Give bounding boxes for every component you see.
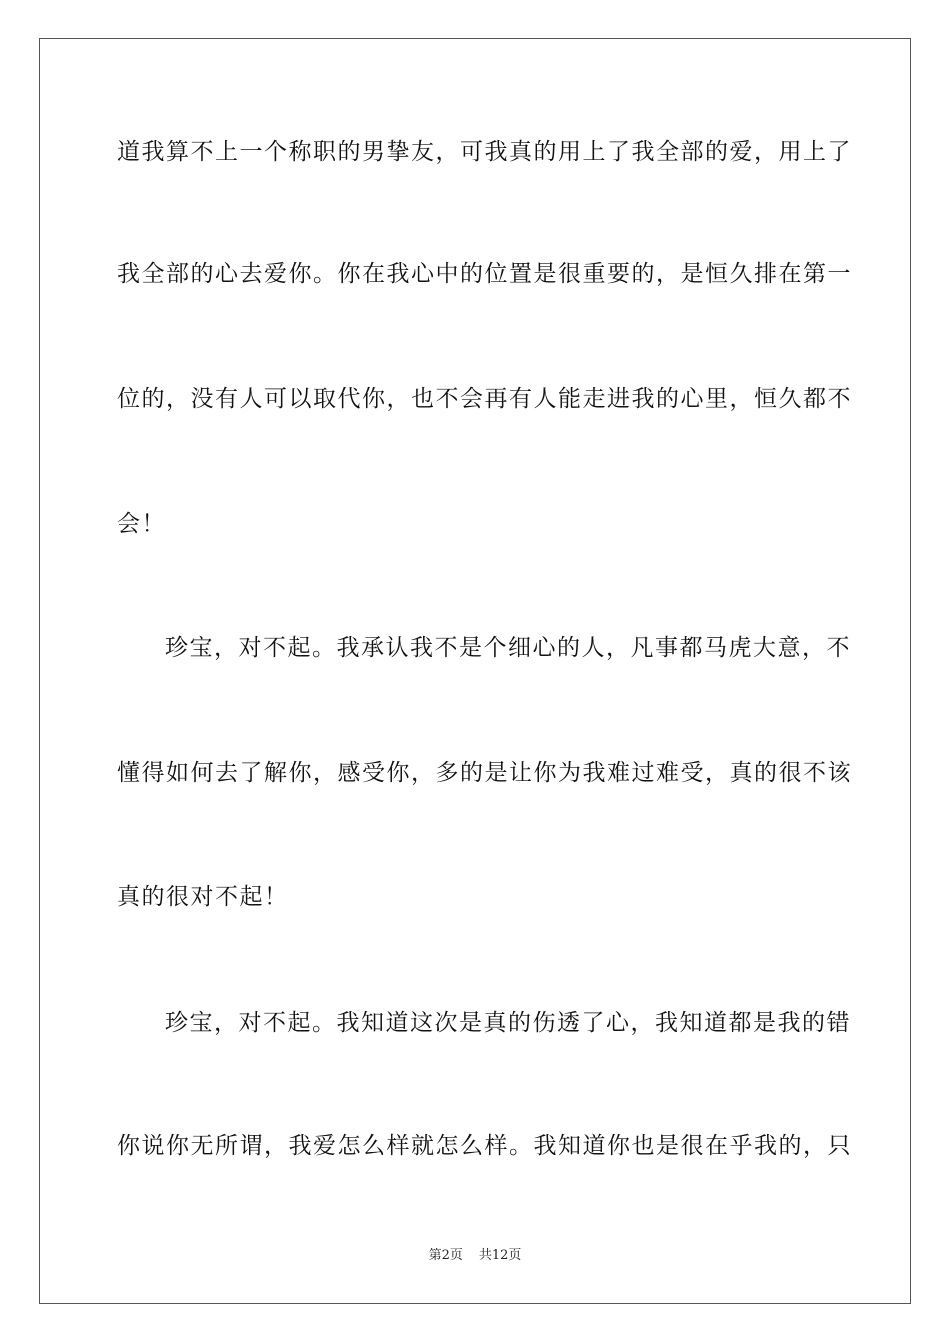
page-total: 共12页 [478, 1248, 522, 1263]
text-line-5: 珍宝，对不起。我承认我不是个细心的人，凡事都马虎大意，不 [165, 635, 851, 661]
page-frame [39, 38, 911, 1304]
text-line-6: 懂得如何去了解你，感受你，多的是让你为我难过难受，真的很不该 [117, 760, 852, 786]
text-line-1: 道我算不上一个称职的男挚友，可我真的用上了我全部的爱，用上了 [117, 139, 852, 165]
text-line-3: 位的，没有人可以取代你，也不会再有人能走进我的心里，恒久都不 [117, 386, 852, 412]
page-number: 第2页 [428, 1248, 463, 1263]
text-line-9: 你说你无所谓，我爱怎么样就怎么样。我知道你也是很在乎我的，只 [117, 1133, 852, 1159]
page-footer [0, 1247, 950, 1265]
text-line-2: 我全部的心去爱你。你在我心中的位置是很重要的，是恒久排在第一 [117, 261, 852, 287]
text-line-8: 珍宝，对不起。我知道这次是真的伤透了心，我知道都是我的错 [165, 1010, 851, 1036]
text-line-4: 会！ [117, 511, 166, 537]
text-line-7: 真的很对不起！ [117, 884, 289, 910]
